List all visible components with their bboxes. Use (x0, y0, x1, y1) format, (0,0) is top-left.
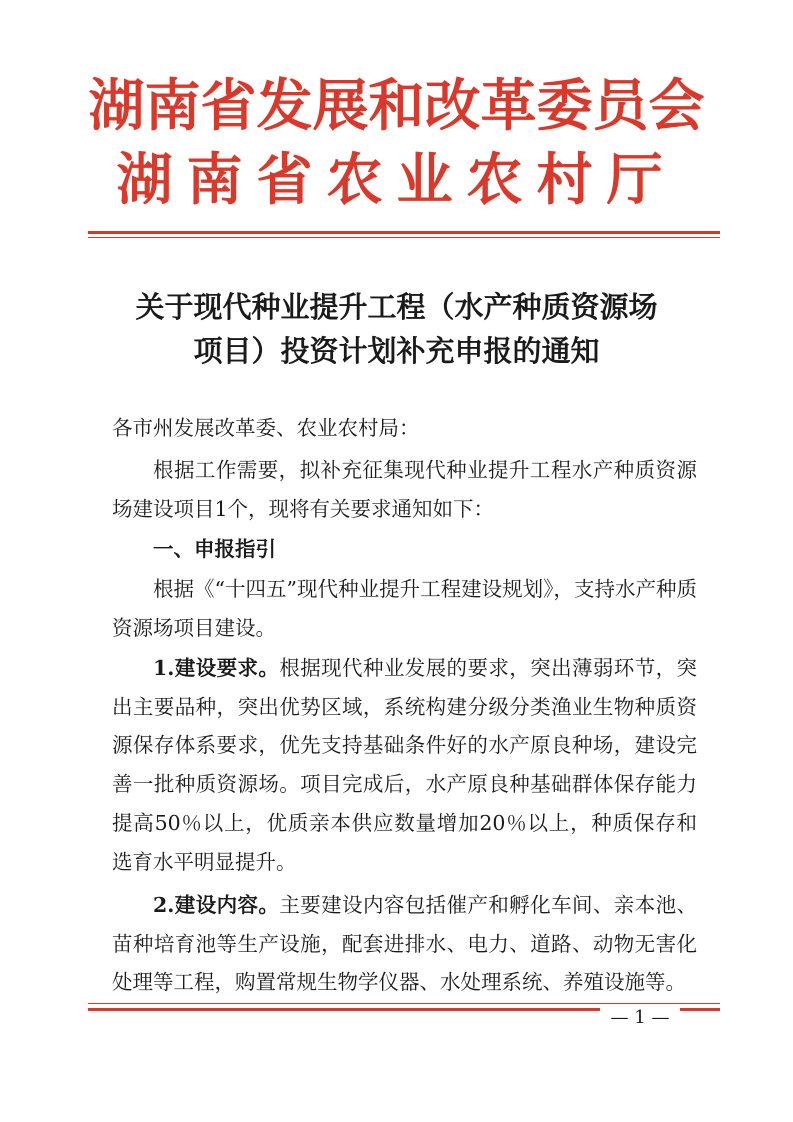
item-2-text: 主要建设内容包括催产和孵化车间、亲本池、苗种培育池等生产设施，配套进排水、电力、道路、动物无害化处理等工程，购置常规生物学仪器、水处理系统、养殖设施等。 (112, 893, 697, 995)
item-1-text: 根据现代种业发展的要求，突出薄弱环节，突出主要品种，突出优势区域，系统构建分级分类渔业生物种质资源保存体系要求，优先支持基础条件好的水产原良种场，建设完善一批种质资源场。项目完成后，水产原良种基础群体保存能力提高50％以上，优质亲本供应数量增加20％以上，种质保存和选育水平明显提升。 (112, 656, 697, 874)
document-title-line-2: 项目）投资计划补充申报的通知 (193, 334, 600, 368)
item-1-lead: 1.建设要求。 (153, 656, 280, 680)
document-title-line-1: 关于现代种业提升工程（水产种质资源场 (135, 290, 658, 324)
item-2-paragraph (112, 886, 697, 1002)
issuer-line-2: 湖南省农业农村厅 (116, 147, 677, 213)
section-1-paragraph: 根据《“十四五”现代种业提升工程建设规划》，支持水产种质资源场项目建设。 (112, 577, 697, 640)
issuer-line-1: 湖南省发展和改革委员会 (88, 73, 705, 139)
header-rule-thick (88, 231, 720, 234)
footer-rule-thin (88, 1003, 720, 1004)
header-rule-thin (88, 237, 720, 238)
page-number: — 1 — (600, 1008, 680, 1028)
item-1-paragraph (112, 649, 697, 881)
section-heading-1: 一、申报指引 (153, 537, 276, 561)
salutation: 各市州发展改革委、农业农村局： (112, 416, 420, 440)
intro-paragraph: 根据工作需要，拟补充征集现代种业提升工程水产种质资源场建设项目1个，现将有关要求通知如下： (112, 458, 697, 521)
item-2-lead: 2.建设内容。 (153, 893, 280, 917)
